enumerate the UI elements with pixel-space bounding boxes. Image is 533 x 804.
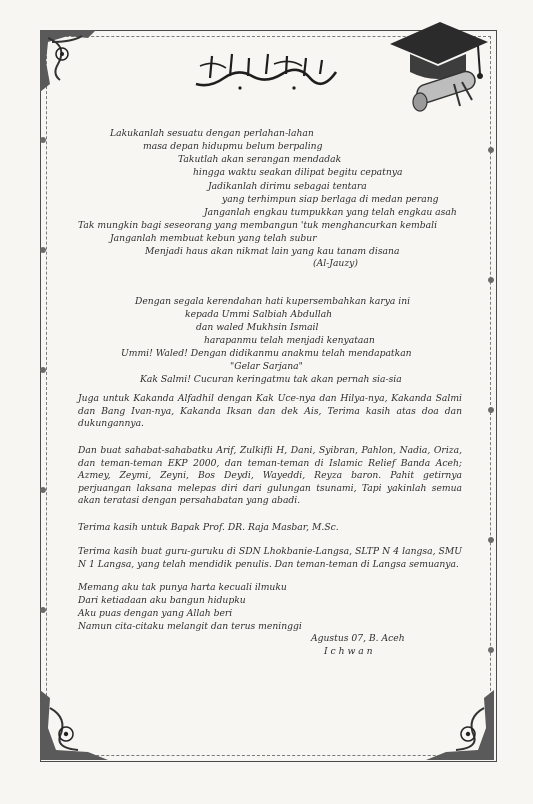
poem-line: Takutlah akan serangan mendadak bbox=[178, 154, 342, 165]
place-date: Agustus 07, B. Aceh bbox=[311, 633, 405, 644]
acknowledgement-teachers: Terima kasih buat guru-guruku di SDN Lhokbanie-Langsa, SLTP N 4 langsa, SMU N 1 Langsa, yang telah mendidik penulis. Dan teman-teman di Langsa semuanya. bbox=[78, 546, 462, 570]
poem-line: Janganlah membuat kebun yang telah subur bbox=[110, 233, 317, 244]
closing-line: Namun cita-citaku melangit dan terus meninggi bbox=[78, 621, 302, 632]
acknowledgement-supervisor: Terima kasih untuk Bapak Prof. DR. Raja Masbar, M.Sc. bbox=[78, 522, 339, 533]
poem-line: Jadikanlah dirimu sebagai tentara bbox=[208, 181, 367, 192]
poem-line: Menjadi haus akan nikmat lain yang kau tanam disana bbox=[145, 246, 400, 257]
dedication-line: harapanmu telah menjadi kenyataan bbox=[204, 335, 375, 346]
left-border-ornament-icon bbox=[38, 120, 48, 680]
dedication-line: Kak Salmi! Cucuran keringatmu tak akan pernah sia-sia bbox=[140, 374, 402, 385]
ornament-bottom-left-icon bbox=[38, 688, 110, 762]
basmala-icon bbox=[190, 48, 340, 94]
poem-source: (Al-Jauzy) bbox=[313, 258, 358, 269]
poem-line: Janganlah engkau tumpukkan yang telah engkau asah bbox=[204, 207, 457, 218]
dedication-line: kepada Ummi Salbiah Abdullah bbox=[185, 309, 333, 320]
basmala-calligraphy bbox=[190, 48, 340, 94]
poem-line: Lakukanlah sesuatu dengan perlahan-lahan bbox=[110, 128, 314, 139]
graduation-cap-icon bbox=[380, 14, 496, 124]
ornament-bottom-right-icon bbox=[424, 688, 496, 762]
poem-line: Tak mungkin bagi seseorang yang membangun 'tuk menghancurkan kembali bbox=[78, 220, 438, 231]
author-name: I c h w a n bbox=[324, 646, 373, 657]
closing-line: Aku puas dengan yang Allah beri bbox=[78, 608, 233, 619]
dedication-line: "Gelar Sarjana" bbox=[230, 361, 303, 372]
acknowledgement-family: Juga untuk Kakanda Alfadhil dengan Kak Uce-nya dan Hilya-nya, Kakanda Salmi dan Bang Ivan-nya, Kakanda Iksan dan dek Ais, Terima kasih atas doa dan dukungannya. bbox=[78, 393, 462, 430]
poem-line: hingga waktu seakan dilipat begitu cepatnya bbox=[193, 167, 403, 178]
acknowledgement-friends: Dan buat sahabat-sahabatku Arif, Zulkifli H, Dani, Syibran, Pahlon, Nadia, Oriza, dan teman-teman EKP 2000, dan teman-teman di Islamic Relief Banda Aceh; Azmey, Zeymi, Zeyni, Bos Deydi, Wayeddi, Reyza baron. Pahit getirnya perjuangan laksana melepas diri dari gulungan tsunami, Tapi yakinlah semua akan teratasi dengan persahabatan yang abadi. bbox=[78, 445, 462, 507]
poem-line: yang terhimpun siap berlaga di medan perang bbox=[222, 194, 439, 205]
right-border-ornament-icon bbox=[486, 130, 496, 670]
dedication-line: Dengan segala kerendahan hati kupersembahkan karya ini bbox=[135, 296, 411, 307]
closing-line: Dari ketiadaan aku bangun hidupku bbox=[78, 595, 246, 606]
poem-line: masa depan hidupmu belum berpaling bbox=[143, 141, 323, 152]
dedication-line: Ummi! Waled! Dengan didikanmu anakmu telah mendapatkan bbox=[121, 348, 412, 359]
closing-line: Memang aku tak punya harta kecuali ilmuku bbox=[78, 582, 287, 593]
ornament-top-left-icon bbox=[38, 28, 98, 94]
dedication-line: dan waled Mukhsin Ismail bbox=[196, 322, 319, 333]
